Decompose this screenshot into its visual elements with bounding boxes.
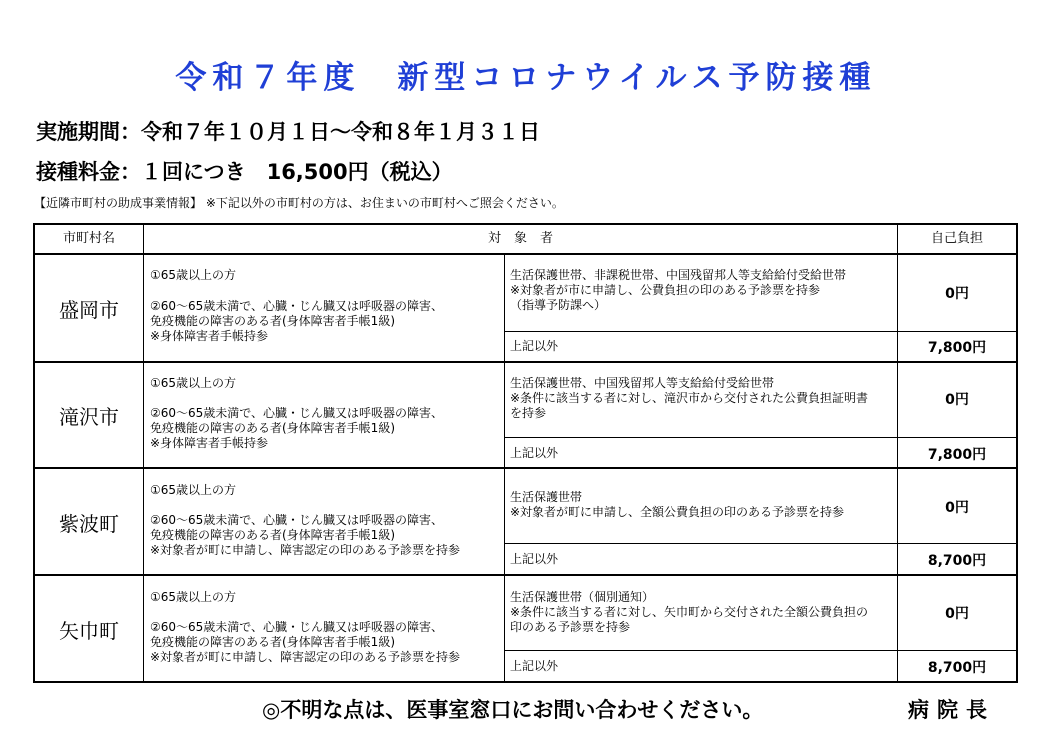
other-label: 上記以外 — [510, 552, 559, 566]
other-label: 上記以外 — [510, 339, 559, 353]
vaccination-fee: 接種料金：１回につき 16,500円（税込） — [36, 160, 453, 184]
subsidy-notice: 【近隣市町村の助成事業情報】 ※下記以外の市町村の方は、お住まいの市町村へご照会ください。 — [34, 196, 564, 210]
condition-text: 生活保護世帯（個別通知） ※条件に該当する者に対し、矢巾町から交付された全額公費負担の 印のある予診票を持参 — [510, 590, 869, 634]
condition-text: 生活保護世帯 ※対象者が町に申請し、全額公費負担の印のある予診票を持参 — [510, 490, 845, 519]
header-target: 対 象 者 — [487, 231, 553, 246]
cost-other: 8,700円 — [927, 553, 987, 569]
target-group-1: ①65歳以上の方 — [150, 590, 237, 604]
target-group-1: ①65歳以上の方 — [150, 268, 237, 282]
condition-text: 生活保護世帯、非課税世帯、中国残留邦人等支給給付受給世帯 ※対象者が市に申請し、公費負担の印のある予診票を持参 （指導予防課へ） — [510, 268, 847, 312]
target-group-1: ①65歳以上の方 — [150, 483, 237, 497]
cost-other: 7,800円 — [927, 340, 987, 356]
municipality-name: 紫波町 — [59, 512, 119, 536]
signature: 病院長 — [908, 698, 995, 722]
municipality-name: 矢巾町 — [59, 619, 119, 643]
vaccination-period: 実施期間：令和７年１０月１日～令和８年１月３１日 — [36, 120, 540, 144]
target-group-2: ②60～65歳未満で、心臓・じん臓又は呼吸器の障害、 免疫機能の障害のある者(身体障害者手帳1級) ※対象者が町に申請し、障害認定の印のある予診票を持参 — [150, 620, 461, 664]
cost-exempt: 0円 — [945, 286, 969, 302]
page-title: 令和７年度 新型コロナウイルス予防接種 — [175, 60, 877, 96]
other-label: 上記以外 — [510, 446, 559, 460]
target-group-1: ①65歳以上の方 — [150, 376, 237, 390]
cost-exempt: 0円 — [945, 392, 969, 408]
cost-other: 8,700円 — [927, 660, 987, 676]
cost-exempt: 0円 — [945, 606, 969, 622]
cost-other: 7,800円 — [927, 447, 987, 463]
cost-exempt: 0円 — [945, 500, 969, 516]
target-group-2: ②60～65歳未満で、心臓・じん臓又は呼吸器の障害、 免疫機能の障害のある者(身体障害者手帳1級) ※対象者が町に申請し、障害認定の印のある予診票を持参 — [150, 513, 461, 557]
target-group-2: ②60～65歳未満で、心臓・じん臓又は呼吸器の障害、 免疫機能の障害のある者(身体障害者手帳1級) ※身体障害者手帳持参 — [150, 299, 444, 343]
contact-notice: ◎不明な点は、医事室窓口にお問い合わせください。 — [262, 698, 764, 722]
header-self-pay: 自己負担 — [930, 231, 983, 246]
header-municipality: 市町村名 — [62, 231, 115, 246]
condition-text: 生活保護世帯、中国残留邦人等支給給付受給世帯 ※条件に該当する者に対し、滝沢市から交付された公費負担証明書 を持参 — [510, 376, 869, 420]
municipality-name: 盛岡市 — [59, 298, 119, 322]
target-group-2: ②60～65歳未満で、心臓・じん臓又は呼吸器の障害、 免疫機能の障害のある者(身体障害者手帳1級) ※身体障害者手帳持参 — [150, 406, 444, 450]
other-label: 上記以外 — [510, 659, 559, 673]
municipality-name: 滝沢市 — [59, 405, 119, 429]
